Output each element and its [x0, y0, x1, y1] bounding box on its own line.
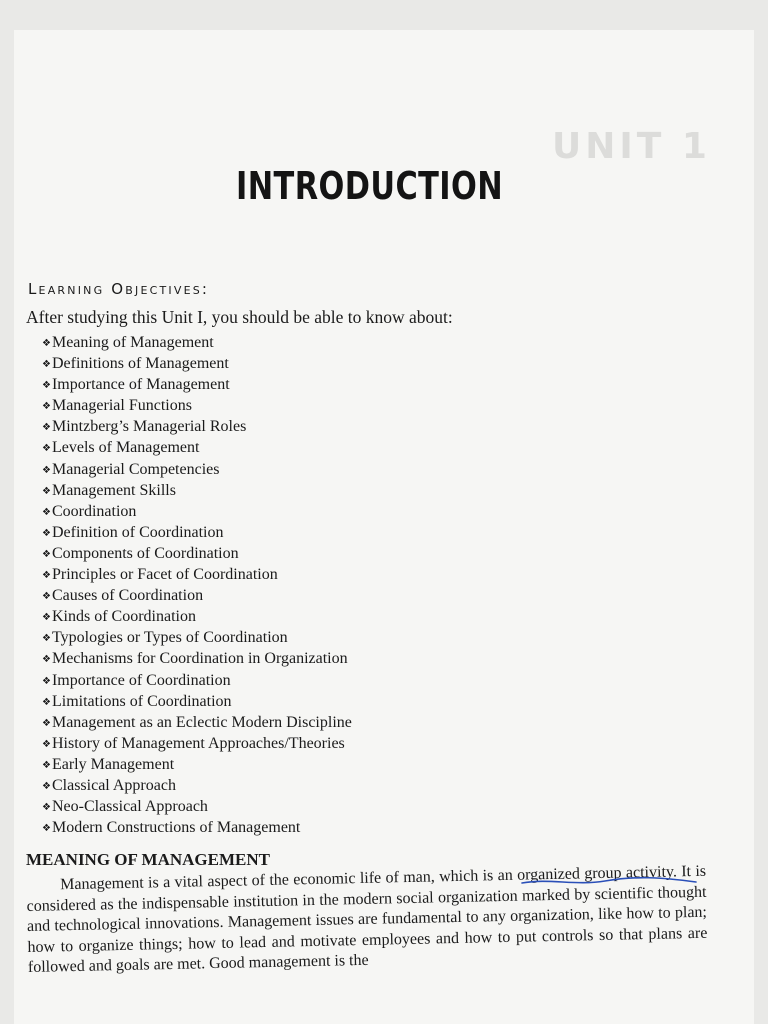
learning-objectives-heading: Learning Objectives:: [28, 280, 210, 298]
objective-label: Early Management: [51, 755, 175, 773]
objective-label: Importance of Management: [51, 376, 230, 394]
diamond-bullet-icon: ❖: [42, 443, 51, 455]
objective-label: Mechanisms for Coordination in Organization: [51, 650, 348, 668]
objectives-intro: After studying this Unit I, you should be able to know about:: [26, 307, 453, 327]
objective-label: Principles or Facet of Coordination: [51, 566, 278, 584]
objective-label: Definition of Coordination: [51, 523, 224, 541]
list-item: [42, 564, 352, 585]
objective-label: Management as an Eclectic Modern Discipline: [51, 713, 352, 731]
list-item: [42, 374, 352, 395]
objective-label: Importance of Coordination: [51, 671, 231, 689]
objective-label: Typologies or Types of Coordination: [51, 629, 288, 647]
list-item: [42, 332, 352, 353]
diamond-bullet-icon: ❖: [42, 338, 51, 349]
paragraph: Management is a vital aspect of the economic life of man, which is an organized group activity. It is considered as the indispensable institution in the modern social organization marked by scientific thought and technological innovations. Management issues are fundamental to any organization, like how to plan; how to organize things; how to lead and motivate employees and how to put controls so that plans are followed and goals are met. Good management is the: [26, 862, 708, 976]
diamond-bullet-icon: ❖: [42, 464, 51, 476]
list-item: [42, 480, 352, 501]
list-item: [42, 353, 352, 374]
list-item: [42, 606, 352, 627]
list-item: [42, 522, 352, 543]
list-item: [42, 775, 352, 796]
objective-label: Definitions of Management: [51, 355, 229, 373]
objective-label: Causes of Coordination: [51, 587, 204, 605]
diamond-bullet-icon: ❖: [42, 738, 51, 750]
list-item: [42, 817, 352, 838]
diamond-bullet-icon: ❖: [42, 401, 51, 413]
diamond-bullet-icon: ❖: [42, 506, 51, 518]
objective-label: Managerial Functions: [51, 397, 192, 415]
diamond-bullet-icon: ❖: [42, 675, 51, 687]
pen-underline-mark: [520, 874, 700, 890]
list-item: [42, 796, 352, 817]
diamond-bullet-icon: ❖: [42, 548, 51, 560]
unit-header-faded: UNIT 1: [552, 126, 711, 167]
list-item: [42, 543, 352, 564]
diamond-bullet-icon: ❖: [42, 717, 51, 729]
objective-label: Mintzberg’s Managerial Roles: [51, 418, 247, 436]
list-item: [42, 733, 352, 754]
diamond-bullet-icon: ❖: [42, 422, 51, 434]
list-item: [42, 585, 352, 606]
section-heading: MEANING OF MANAGEMENT: [26, 850, 270, 869]
diamond-bullet-icon: ❖: [42, 802, 51, 814]
list-item: [42, 627, 352, 648]
diamond-bullet-icon: ❖: [42, 570, 51, 582]
list-item: [42, 754, 352, 775]
objective-label: Kinds of Coordination: [51, 608, 196, 626]
objectives-list: [42, 332, 352, 838]
objective-label: Coordination: [51, 502, 137, 520]
list-item: [42, 501, 352, 522]
list-item: [42, 416, 352, 437]
list-item: [42, 395, 352, 416]
diamond-bullet-icon: ❖: [42, 591, 51, 603]
diamond-bullet-icon: ❖: [42, 696, 51, 708]
diamond-bullet-icon: ❖: [42, 780, 51, 792]
objective-label: Levels of Management: [51, 439, 200, 457]
diamond-bullet-icon: ❖: [42, 823, 51, 835]
page-title: INTRODUCTION: [236, 164, 504, 208]
diamond-bullet-icon: ❖: [42, 633, 51, 645]
list-item: [42, 437, 352, 458]
objective-label: Meaning of Management: [51, 334, 214, 351]
list-item: [42, 459, 352, 480]
list-item: [42, 712, 352, 733]
objective-label: History of Management Approaches/Theories: [51, 734, 345, 752]
list-item: [42, 691, 352, 712]
diamond-bullet-icon: ❖: [42, 612, 51, 624]
diamond-bullet-icon: ❖: [42, 527, 51, 539]
list-item: [42, 648, 352, 669]
objective-label: Managerial Competencies: [51, 460, 220, 478]
objective-label: Limitations of Coordination: [51, 692, 232, 710]
diamond-bullet-icon: ❖: [42, 380, 51, 392]
diamond-bullet-icon: ❖: [42, 485, 51, 497]
document-page: [14, 30, 754, 1024]
diamond-bullet-icon: ❖: [42, 759, 51, 771]
list-item: [42, 670, 352, 691]
objective-label: Components of Coordination: [51, 544, 239, 562]
objective-label: Neo-Classical Approach: [51, 798, 208, 816]
objective-label: Modern Constructions of Management: [51, 819, 301, 837]
diamond-bullet-icon: ❖: [42, 654, 51, 666]
diamond-bullet-icon: ❖: [42, 359, 51, 371]
objective-label: Classical Approach: [51, 776, 176, 794]
objective-label: Management Skills: [51, 481, 176, 499]
